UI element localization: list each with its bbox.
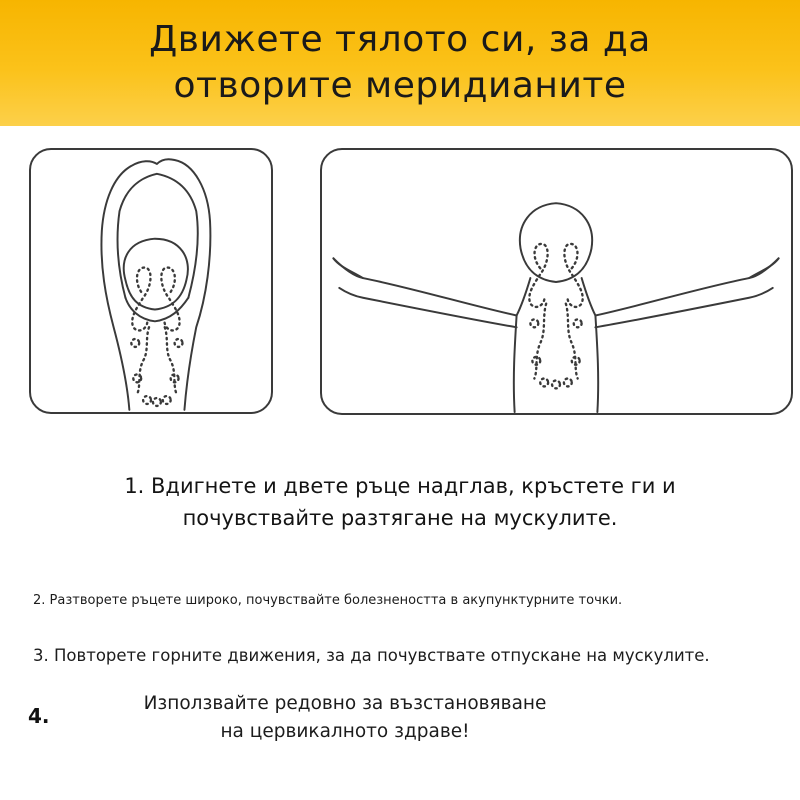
step-1-line-2: почувствайте разтягане на мускулите. (182, 506, 618, 530)
title-banner (0, 0, 800, 126)
step-4-line-2: на цервикалното здраве! (220, 721, 470, 742)
back-arms-overhead-icon (31, 150, 271, 412)
title-line-1: Движете тялото си, за да (149, 19, 651, 60)
title-line-2: отворите меридианите (173, 65, 627, 106)
illustration-panel-arms-overhead (29, 148, 273, 414)
step-3-text: 3. Повторете горните движения, за да почувствате отпускане на мускулите. (33, 646, 710, 665)
step-2-text: 2. Разтворете ръцете широко, почувствайте болезнеността в акупунктурните точки. (33, 593, 623, 608)
back-arms-spread-icon (322, 150, 791, 413)
step-4-line-1: Използвайте редовно за възстановяване (143, 693, 547, 714)
step-1-line-1: 1. Вдигнете и двете ръце надглав, кръстете ги и (124, 474, 676, 498)
illustration-panel-arms-spread (320, 148, 793, 415)
step-4-text (110, 690, 580, 746)
step-1-text (0, 470, 800, 534)
step-4-number: 4. (28, 704, 50, 728)
